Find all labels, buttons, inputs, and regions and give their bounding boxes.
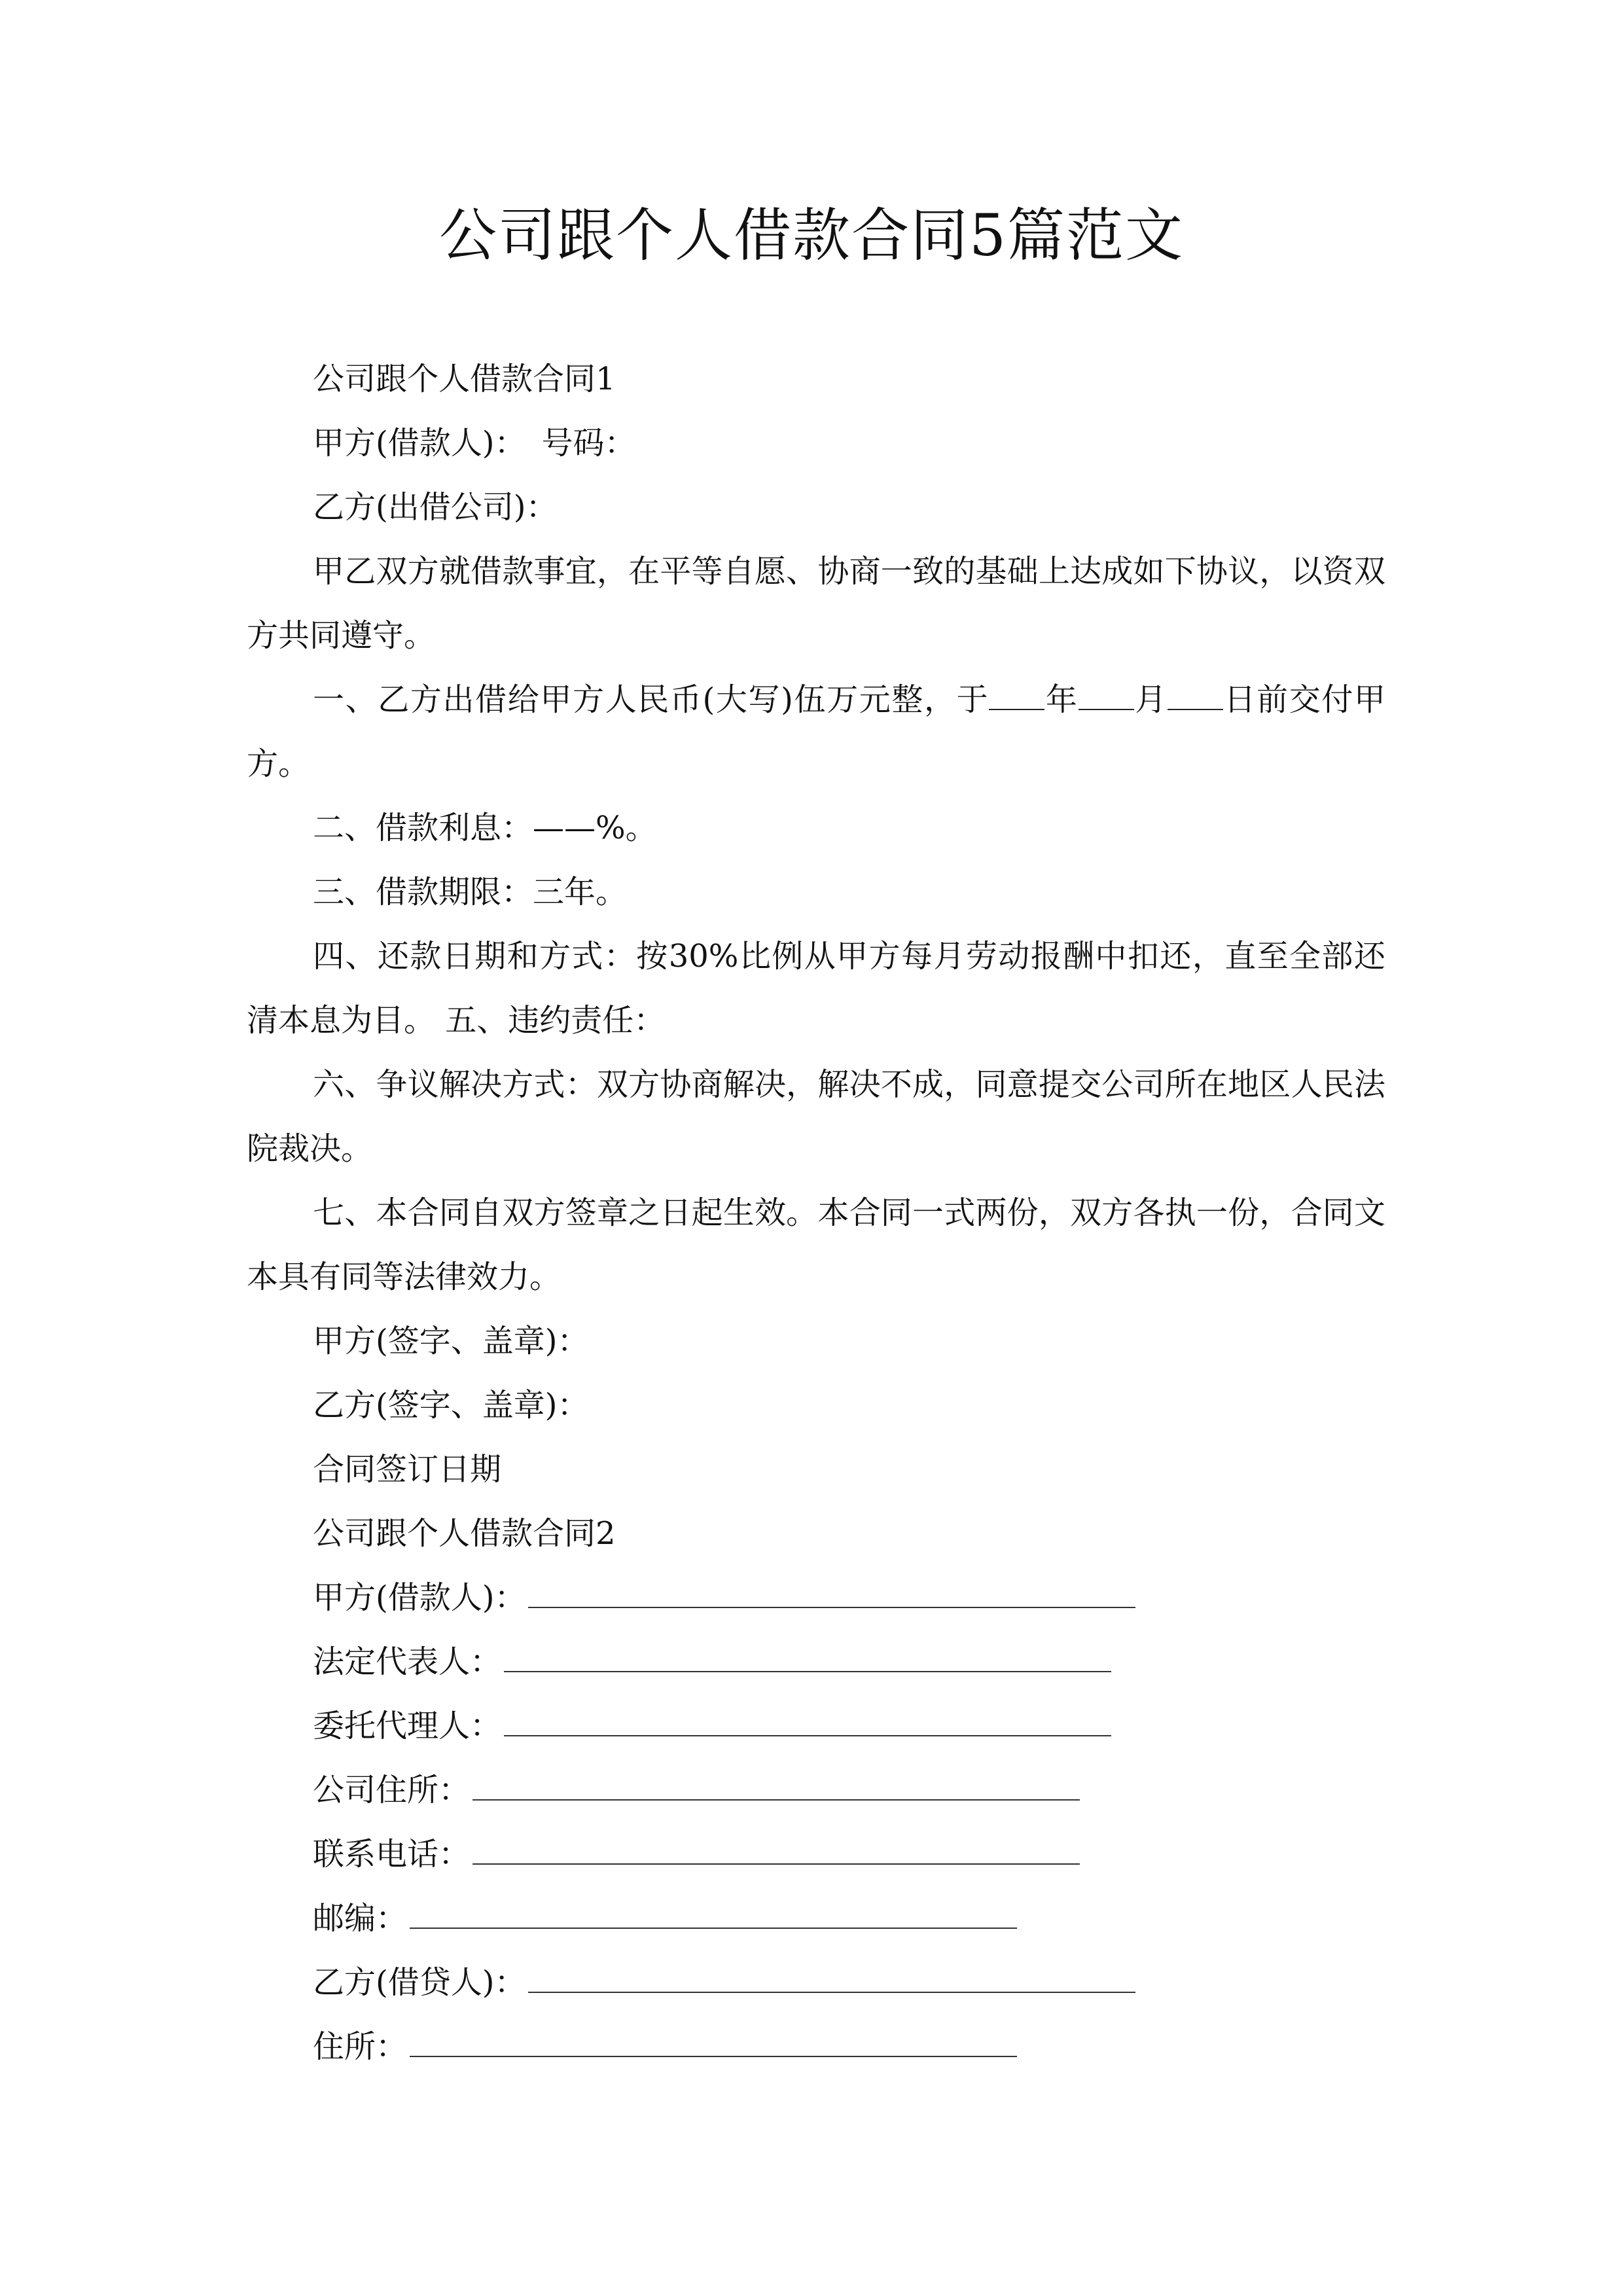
field-label: 公司住所：	[313, 1772, 471, 1808]
signature-a: 甲方(签字、盖章)：	[313, 1323, 589, 1359]
clause-3: 三、借款期限：三年。	[313, 874, 628, 910]
fill-line	[528, 1581, 1135, 1608]
contract1-heading: 公司跟个人借款合同1	[313, 361, 616, 397]
fill-line	[410, 1901, 1017, 1929]
fill-line	[410, 2030, 1017, 2057]
party-a-line: 甲方(借款人)： 号码：	[313, 425, 636, 461]
clause-1-text: 一、乙方出借给甲方人民币(大写)伍万元整，于	[313, 681, 990, 718]
clause-2: 二、借款利息：——%。	[313, 810, 657, 846]
clause-1-end: 日前交付甲方。	[247, 681, 1385, 782]
contract2-heading: 公司跟个人借款合同2	[313, 1515, 616, 1552]
fill-line	[528, 1965, 1135, 1993]
document-body	[247, 347, 1385, 2079]
field-party-b	[247, 1950, 1385, 2015]
clause-1	[247, 668, 1385, 796]
field-label: 法定代表人：	[313, 1643, 502, 1680]
clause-7: 七、本合同自双方签章之日起生效。本合同一式两份，双方各执一份，合同文本具有同等法律效力。	[247, 1194, 1385, 1295]
month-blank	[1079, 676, 1134, 710]
field-postcode	[247, 1886, 1385, 1950]
field-label: 邮编：	[313, 1900, 408, 1937]
signature-b: 乙方(签字、盖章)：	[313, 1387, 589, 1424]
field-address	[247, 2015, 1385, 2079]
field-label: 甲方(借款人)：	[313, 1579, 526, 1616]
signing-date: 合同签订日期	[313, 1451, 502, 1488]
field-legal-rep	[247, 1630, 1385, 1694]
party-b-line: 乙方(出借公司)：	[313, 489, 558, 526]
clause-6: 六、争议解决方式：双方协商解决，解决不成，同意提交公司所在地区人民法院裁决。	[247, 1066, 1385, 1167]
fill-line	[473, 1837, 1080, 1865]
document-title: 公司跟个人借款合同5篇范文	[439, 202, 1184, 269]
year-blank	[989, 676, 1044, 710]
fill-line	[504, 1709, 1111, 1736]
field-label: 住所：	[313, 2028, 408, 2065]
fill-line	[473, 1773, 1080, 1801]
field-phone	[247, 1822, 1385, 1886]
field-label: 乙方(借贷人)：	[313, 1964, 526, 2001]
day-blank	[1168, 676, 1223, 710]
field-party-a	[247, 1566, 1385, 1630]
field-agent	[247, 1694, 1385, 1758]
clause-1-year: 年	[1044, 681, 1079, 718]
field-label: 委托代理人：	[313, 1708, 502, 1744]
field-company-address	[247, 1758, 1385, 1822]
fill-line	[504, 1645, 1111, 1672]
field-label: 联系电话：	[313, 1836, 471, 1873]
clause-4: 四、还款日期和方式：按30%比例从甲方每月劳动报酬中扣还，直至全部还清本息为目。 五、违约责任：	[247, 938, 1385, 1039]
intro-paragraph: 甲乙双方就借款事宜，在平等自愿、协商一致的基础上达成如下协议，以资双方共同遵守。	[247, 553, 1385, 654]
clause-1-month: 月	[1133, 681, 1168, 718]
